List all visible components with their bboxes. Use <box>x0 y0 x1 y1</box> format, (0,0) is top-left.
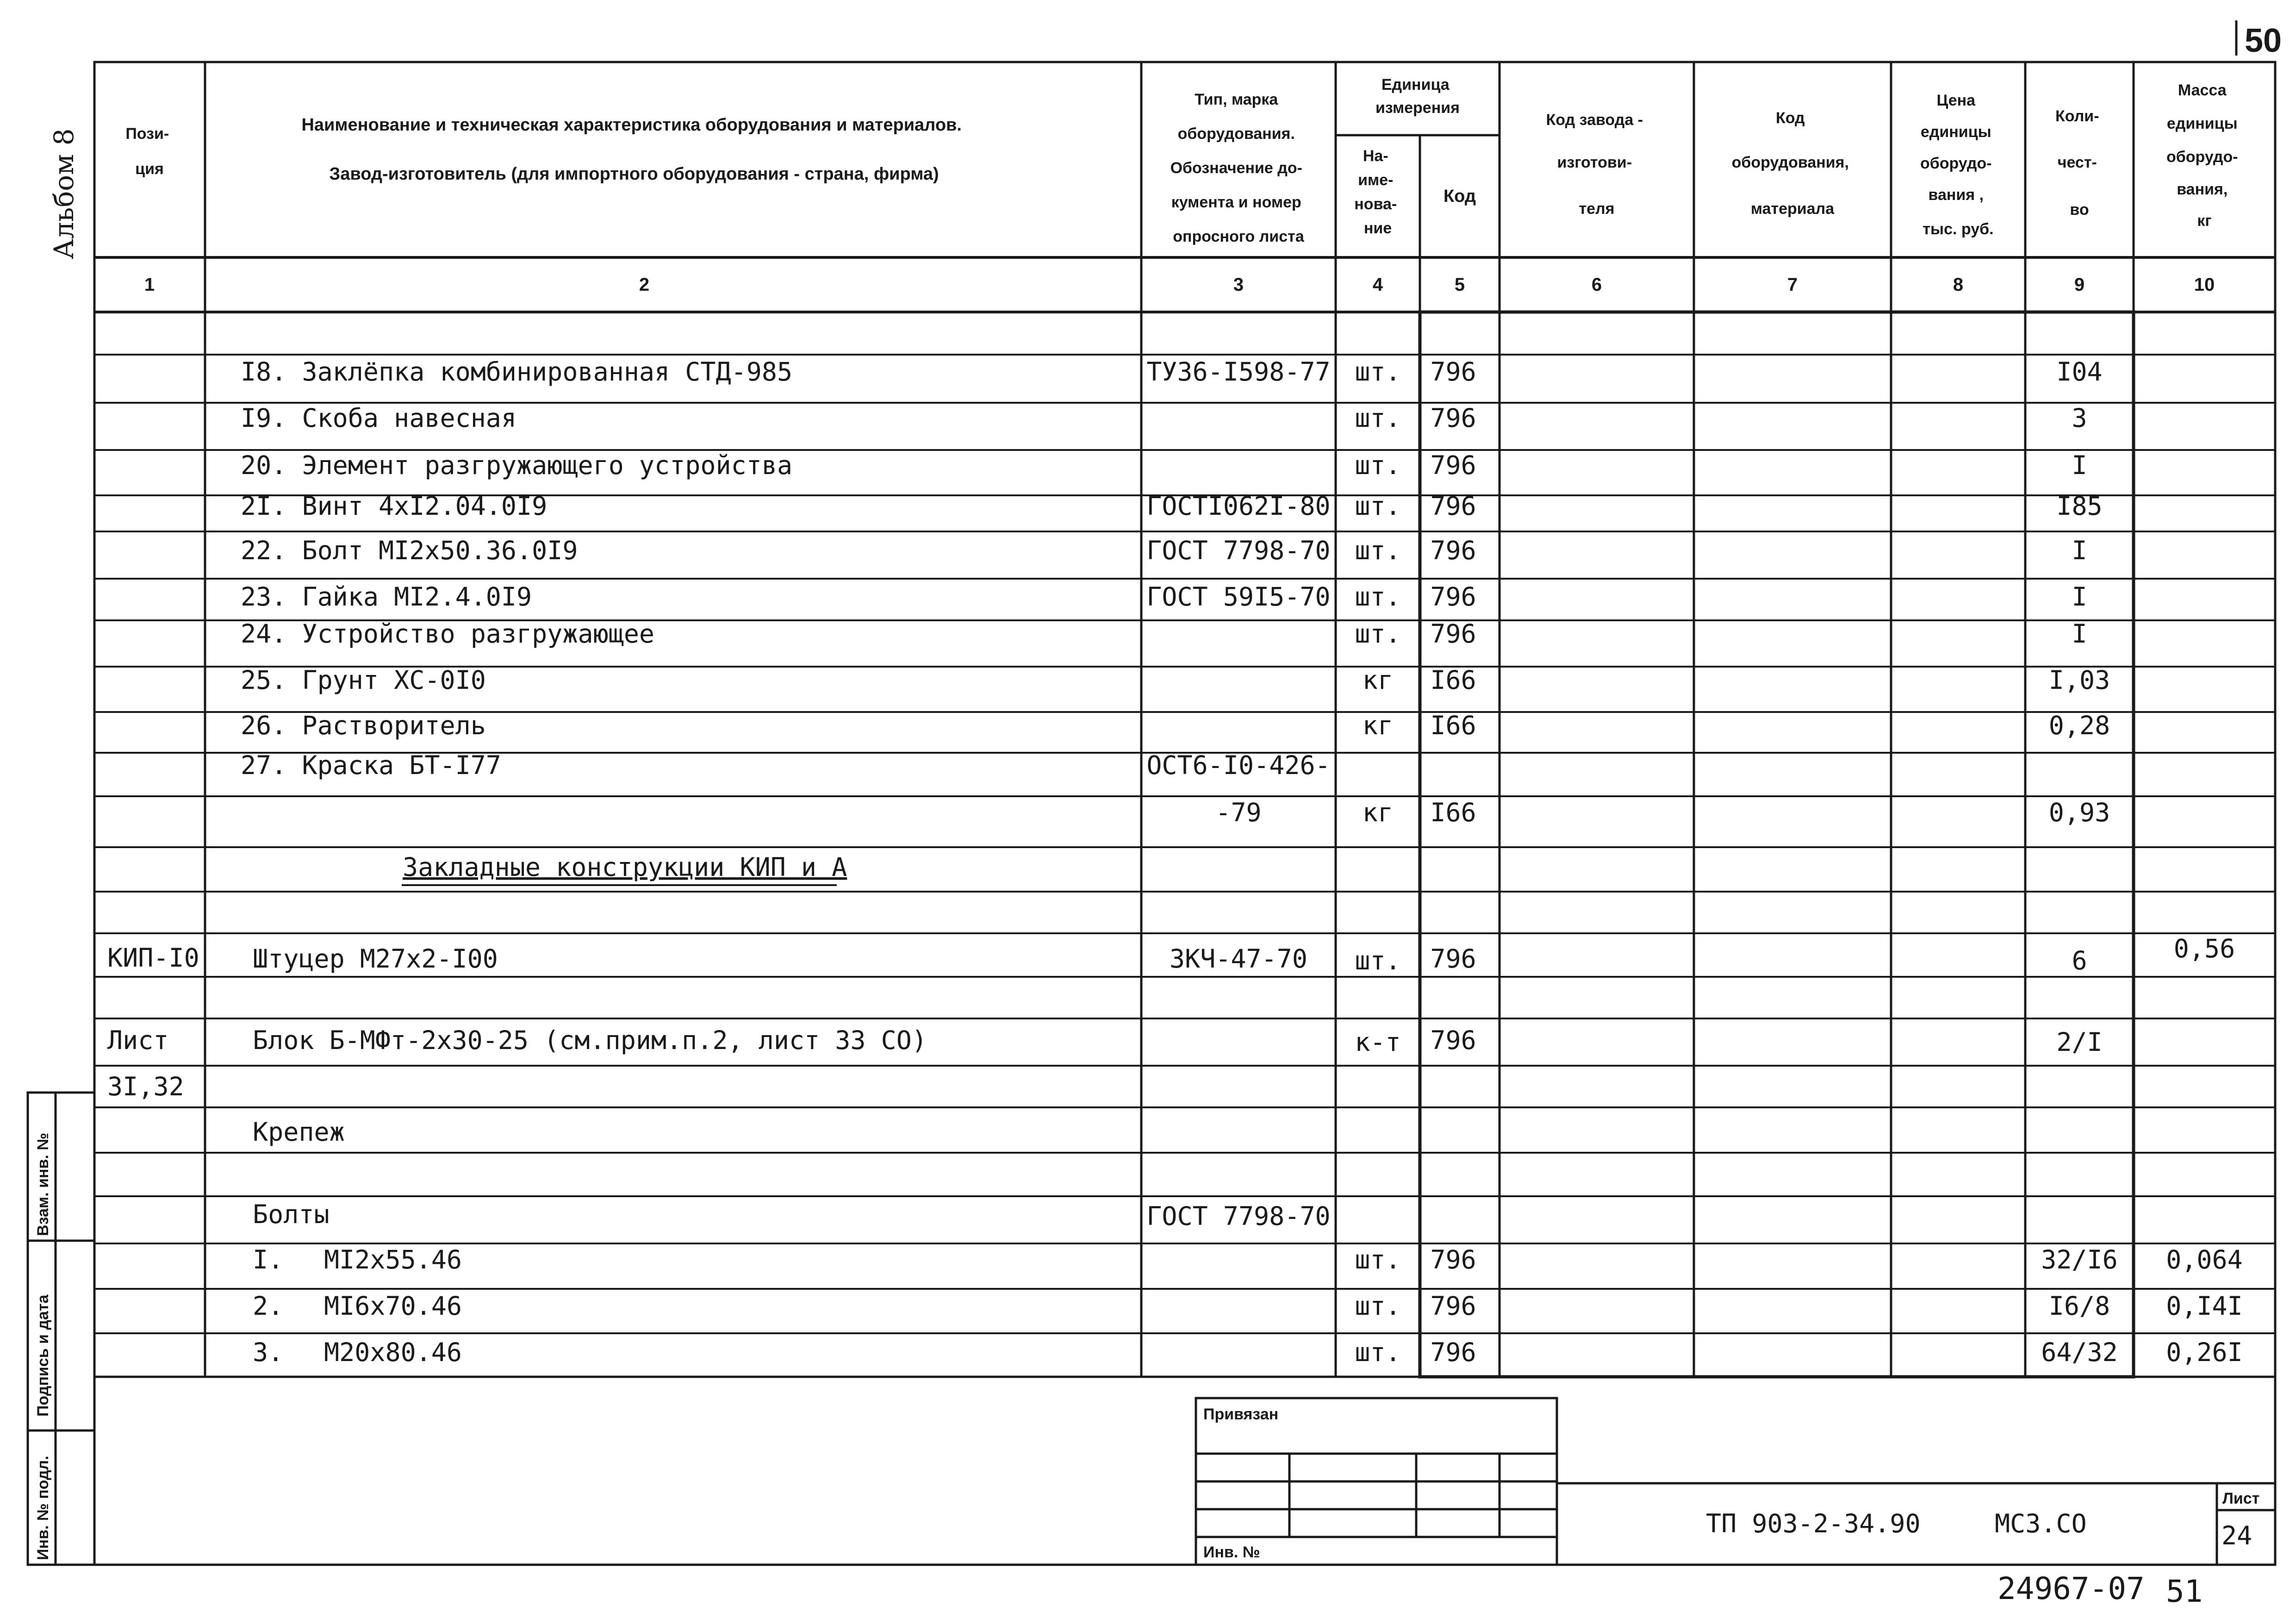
bolt-row-mass: 0,I4I <box>2166 1291 2243 1321</box>
hdr-col1-line1: Пози- <box>125 125 169 143</box>
kip-pos: КИП-I0 <box>107 943 199 973</box>
row-unit: шт. <box>1355 357 1401 387</box>
row-unit: шт. <box>1355 582 1401 612</box>
kip-code: 796 <box>1430 944 1476 974</box>
stamp-designation: ТП 903-2-34.90 <box>1706 1509 1921 1538</box>
block-qty: 2/I <box>2056 1027 2103 1057</box>
footer-number: 24967-07 <box>1997 1571 2145 1606</box>
row-code: 796 <box>1430 619 1476 649</box>
kip-unit: шт. <box>1355 946 1401 975</box>
bolt-row-num: 2. <box>253 1291 284 1321</box>
kip-doc: ЗКЧ-47-70 <box>1169 944 1308 974</box>
row-qty: I04 <box>2056 357 2103 387</box>
svg-text:Цена единицы оборудо- <box>1920 92 1996 238</box>
hdr-col6-line1: Код завода - <box>1546 111 1643 129</box>
bolt-row-unit: шт. <box>1355 1245 1401 1274</box>
col-num-8: 8 <box>1953 275 1964 295</box>
row-name: 25. Грунт ХС-0I0 <box>241 665 486 695</box>
col-num-10: 10 <box>2194 275 2215 295</box>
row-name: 23. Гайка MI2.4.0I9 <box>241 582 532 612</box>
svg-text:Пози- ция <box>125 125 173 178</box>
row-code: I66 <box>1430 665 1476 695</box>
col-num-7: 7 <box>1787 275 1798 295</box>
row-qty: 3 <box>2072 403 2087 433</box>
row-unit: кг <box>1362 711 1394 740</box>
hdr-col7-line3: материала <box>1750 200 1835 218</box>
col-num-1: 1 <box>144 275 155 295</box>
bolts-title: Болты <box>253 1199 330 1229</box>
hdr-col4-line1: На- <box>1363 147 1388 165</box>
row-qty: 0,28 <box>2048 711 2110 740</box>
bolt-row-mass: 0,26I <box>2166 1337 2243 1367</box>
row-doc: -79 <box>1215 798 1262 827</box>
col-num-5: 5 <box>1454 275 1465 295</box>
block-code: 796 <box>1430 1025 1476 1055</box>
row-unit: кг <box>1362 798 1394 827</box>
bolt-row-name: MI2x55.46 <box>324 1245 462 1274</box>
stamp-list-label: Лист <box>2222 1490 2260 1507</box>
svg-text:Наименование и техническая хар <box>301 115 966 184</box>
row-unit: шт. <box>1355 619 1401 649</box>
bolt-row-code: 796 <box>1430 1291 1476 1321</box>
row-code: 796 <box>1430 536 1476 565</box>
row-doc: ТУ36-I598-77 <box>1146 357 1331 387</box>
row-doc: ОСТ6-I0-426- <box>1146 750 1331 780</box>
svg-text:Код оборудования, мате <box>1732 109 1854 218</box>
hdr-col8-line4: вания , <box>1928 186 1984 204</box>
row-code: 796 <box>1430 582 1476 612</box>
side-label-vzam: Взам. инв. № <box>34 1132 52 1236</box>
fasteners-title: Крепеж <box>253 1117 345 1147</box>
row-qty: I <box>2072 536 2087 565</box>
hdr-col6-line3: теля <box>1579 200 1615 218</box>
bolt-row-num: 3. <box>253 1337 284 1367</box>
hdr-col3-line2: оборудования. <box>1177 125 1295 143</box>
row-code: 796 <box>1430 450 1476 480</box>
row-unit: шт. <box>1355 491 1401 521</box>
stamp-privyazan: Привязан <box>1203 1405 1279 1423</box>
stamp-doc-code: МСЗ.СО <box>1995 1509 2087 1538</box>
side-label-inv: Инв. № подл. <box>34 1455 52 1560</box>
hdr-col6-line2: изготови- <box>1557 154 1632 171</box>
row-code: 796 <box>1430 403 1476 433</box>
svg-text:На- име- нова- ние <box>1354 147 1401 237</box>
bolt-row-name: MI6x70.46 <box>324 1291 462 1321</box>
bolt-row-unit: шт. <box>1355 1291 1401 1321</box>
bolt-row-qty: 64/32 <box>2041 1337 2118 1367</box>
kip-mass: 0,56 <box>2173 934 2235 963</box>
hdr-col10-line3: оборудо- <box>2166 148 2238 166</box>
kip-qty: 6 <box>2072 946 2087 975</box>
row-name: 24. Устройство разгружающее <box>241 619 655 649</box>
hdr-unit-line2: измерения <box>1375 99 1460 117</box>
row-qty: 0,93 <box>2048 798 2110 827</box>
row-name: I9. Скоба навесная <box>241 403 517 433</box>
bolt-row-unit: шт. <box>1355 1337 1401 1367</box>
row-name: 2I. Винт 4xI2.04.0I9 <box>241 491 548 521</box>
bolt-row-num: I. <box>253 1245 284 1274</box>
svg-text:Код завода - изготови- <box>1546 111 1648 218</box>
row-name: 22. Болт MI2x50.36.0I9 <box>241 536 578 565</box>
bolt-row-qty: I6/8 <box>2048 1291 2110 1321</box>
row-code: 796 <box>1430 491 1476 521</box>
col-num-6: 6 <box>1591 275 1602 295</box>
hdr-col10-line4: вания, <box>2177 181 2228 198</box>
footer-page: 51 <box>2166 1574 2203 1609</box>
kip-name: Штуцер М27x2-I00 <box>253 944 498 974</box>
bolt-row-code: 796 <box>1430 1245 1476 1274</box>
hdr-col5: Код <box>1443 187 1476 206</box>
svg-text:Тип, марка оборудования. <box>1170 91 1307 245</box>
hdr-col3-line1: Тип, марка <box>1195 91 1278 108</box>
hdr-col3-line5: опросного листа <box>1173 228 1304 245</box>
hdr-col10-line1: Масса <box>2178 81 2227 99</box>
hdr-col1-line2: ция <box>135 160 164 178</box>
hdr-col2-line1: Наименование и техническая характеристика оборудования и материалов. <box>301 115 962 135</box>
row-doc: ГОСТI062I-80 <box>1146 491 1331 521</box>
row-unit: кг <box>1362 665 1394 695</box>
block-unit: к-т <box>1355 1027 1401 1057</box>
row-name: 20. Элемент разгружающего устройства <box>241 450 793 480</box>
row-name: I8. Заклёпка комбинированная СТД-985 <box>241 357 793 387</box>
hdr-col4-line3: нова- <box>1354 195 1397 213</box>
col-num-3: 3 <box>1233 275 1244 295</box>
svg-text:Коли- чест- во <box>2055 107 2103 219</box>
row-code: 796 <box>1430 357 1476 387</box>
bolt-row-name: M20x80.46 <box>324 1337 462 1367</box>
col-num-4: 4 <box>1372 275 1383 295</box>
row-code: I66 <box>1430 798 1476 827</box>
row-name: 27. Краска БТ-I77 <box>241 750 501 780</box>
bolt-row-qty: 32/I6 <box>2041 1245 2118 1274</box>
stamp-list-num: 24 <box>2221 1521 2252 1550</box>
row-qty: I <box>2072 619 2087 649</box>
svg-text:Масса единицы оборудо- <box>2166 81 2242 230</box>
row-qty: I <box>2072 582 2087 612</box>
hdr-col10-line5: кг <box>2197 212 2212 230</box>
row-unit: шт. <box>1355 403 1401 433</box>
section-title: Закладные конструкции КИП и А <box>403 852 847 882</box>
row-qty: I85 <box>2056 491 2103 521</box>
col-num-2: 2 <box>639 275 650 295</box>
svg-text:Единица измерения <box>1375 76 1460 117</box>
bolt-row-code: 796 <box>1430 1337 1476 1367</box>
hdr-col3-line4: кумента и номер <box>1171 194 1301 211</box>
hdr-col4-line4: ние <box>1363 219 1392 237</box>
col-num-9: 9 <box>2074 275 2085 295</box>
block-pos-line2: 3I,32 <box>107 1072 184 1101</box>
hdr-col9-line3: во <box>2070 201 2089 219</box>
sheet-mark: 50 <box>2245 22 2282 59</box>
row-unit: шт. <box>1355 536 1401 565</box>
hdr-col4-line2: име- <box>1358 171 1394 189</box>
side-label-podpis: Подпись и дата <box>34 1294 52 1417</box>
block-pos-line1: Лист <box>107 1025 169 1055</box>
row-doc: ГОСТ 59I5-70 <box>1146 582 1331 612</box>
row-doc: ГОСТ 7798-70 <box>1146 536 1331 565</box>
hdr-col8-line1: Цена <box>1936 92 1976 109</box>
hdr-col9-line2: чест- <box>2057 154 2097 171</box>
hdr-col3-line3: Обозначение до- <box>1170 159 1302 177</box>
hdr-col10-line2: единицы <box>2166 115 2238 132</box>
hdr-col8-line3: оборудо- <box>1920 155 1992 172</box>
hdr-unit-line1: Единица <box>1381 76 1450 94</box>
row-qty: I <box>2072 450 2087 480</box>
row-name: 26. Растворитель <box>241 711 486 740</box>
block-name: Блок Б-МФт-2x30-25 (см.прим.п.2, лист 33 СО) <box>253 1025 927 1055</box>
hdr-col8-line5: тыс. руб. <box>1923 220 1994 238</box>
row-qty: I,03 <box>2048 665 2110 695</box>
bolts-doc: ГОСТ 7798-70 <box>1146 1201 1331 1231</box>
hdr-col8-line2: единицы <box>1920 123 1991 141</box>
row-code: I66 <box>1430 711 1476 740</box>
album-label: Альбом 8 <box>48 128 80 259</box>
stamp-inv: Инв. № <box>1203 1543 1260 1561</box>
hdr-col7-line1: Код <box>1775 109 1805 127</box>
hdr-col9-line1: Коли- <box>2055 107 2099 125</box>
hdr-col7-line2: оборудования, <box>1731 154 1849 171</box>
row-unit: шт. <box>1355 450 1401 480</box>
bolt-row-mass: 0,064 <box>2166 1245 2243 1274</box>
hdr-col2-line2: Завод-изготовитель (для импортного оборудования - страна, фирма) <box>329 164 939 184</box>
